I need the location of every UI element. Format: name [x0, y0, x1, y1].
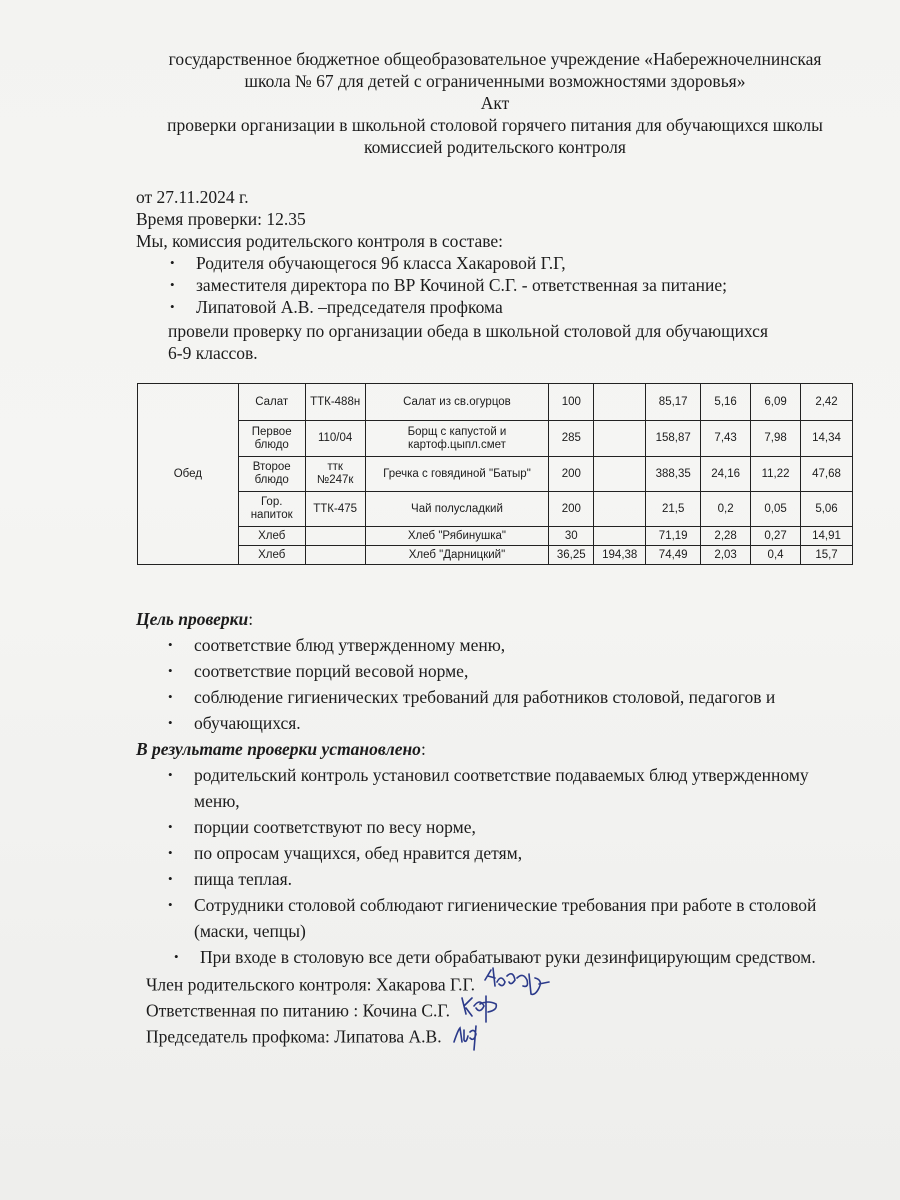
goal-item: • соблюдение гигиенических требований для работников столовой, педагогов и — [194, 684, 775, 710]
code-cell: ттк №247к — [305, 457, 365, 492]
signature-text: Председатель профкома: Липатова А.В. — [146, 1026, 442, 1047]
dish-cell: Хлеб "Дарницкий" — [365, 546, 549, 565]
institution-line-2: школа № 67 для детей с ограниченными возможностями здоровья» — [244, 71, 746, 91]
code-cell — [305, 546, 365, 565]
protein-cell: 24,16 — [701, 457, 751, 492]
commission-intro: Мы, комиссия родительского контроля в составе: — [136, 231, 504, 251]
dish-cell: Гречка с говядиной "Батыр" — [365, 457, 549, 492]
signature-line — [146, 966, 553, 995]
result-section: В результате проверки установлено: • родительский контроль установил соответствие подаваемых блюд утвержденному меню, • порции соответствуют по весу норме, • по опросам учащихся, обед нравится детям, • пища теплая. • Сотрудники столовой соблюдают гигиенические требования при работе в столовой (маски, чепцы) • При входе в столовую все дети обрабатывают руки дезинфицирующим средством. — [136, 736, 816, 970]
fat-cell: 6,09 — [751, 384, 801, 421]
result-item: • по опросам учащихся, обед нравится детям, — [194, 840, 816, 866]
dish-cell: Чай полусладкий — [365, 492, 549, 527]
signatures-block — [146, 966, 553, 1047]
extra-cell — [594, 421, 646, 457]
energy-cell: 158,87 — [646, 421, 701, 457]
protein-cell: 2,03 — [701, 546, 751, 565]
act-subtitle-2: комиссией родительского контроля — [364, 137, 626, 157]
signature-line — [146, 992, 553, 1021]
act-title: Акт — [480, 93, 510, 113]
institution-line-1: государственное бюджетное общеобразовательное учреждение «Набережночелнинская — [168, 49, 822, 69]
goal-section: Цель проверки: • соответствие блюд утвержденному меню, • соответствие порций весовой норме, • соблюдение гигиенических требований для работников столовой, педагогов и • обучающихся. — [136, 606, 775, 736]
meal-cell: Обед — [138, 384, 239, 565]
category-cell: Гор. напиток — [238, 492, 305, 527]
energy-cell: 71,19 — [646, 527, 701, 546]
menu-table — [137, 383, 853, 565]
commission-list — [196, 252, 727, 318]
result-list — [194, 762, 816, 970]
check-statement-line-2: 6-9 классов. — [168, 343, 258, 363]
code-cell: 110/04 — [305, 421, 365, 457]
extra-cell — [594, 457, 646, 492]
goal-item: • соответствие порций весовой норме, — [194, 658, 775, 684]
result-item: • родительский контроль установил соответствие подаваемых блюд утвержденному — [194, 762, 816, 788]
category-cell: Второе блюдо — [238, 457, 305, 492]
table-row — [138, 457, 853, 492]
weight-cell: 36,25 — [549, 546, 594, 565]
protein-cell: 7,43 — [701, 421, 751, 457]
carbs-cell: 47,68 — [801, 457, 853, 492]
table-row — [138, 492, 853, 527]
table-row — [138, 421, 853, 457]
result-item: • При входе в столовую все дети обрабатывают руки дезинфицирующим средством. — [200, 944, 816, 970]
carbs-cell: 2,42 — [801, 384, 853, 421]
extra-cell — [594, 492, 646, 527]
result-item-continuation: меню, — [194, 791, 240, 811]
meta-block — [136, 186, 503, 252]
carbs-cell: 14,34 — [801, 421, 853, 457]
signature-text: Член родительского контроля: Хакарова Г.Г. — [146, 974, 476, 995]
result-item: • Сотрудники столовой соблюдают гигиенические требования при работе в столовой — [194, 892, 816, 918]
result-item-continuation: (маски, чепцы) — [194, 921, 306, 941]
handwritten-signature — [450, 1018, 490, 1059]
goal-list — [194, 632, 775, 736]
category-cell: Салат — [238, 384, 305, 421]
dish-cell: Хлеб "Рябинушка" — [365, 527, 549, 546]
extra-cell — [594, 384, 646, 421]
table-row — [138, 527, 853, 546]
code-cell: ТТК-475 — [305, 492, 365, 527]
table-row — [138, 384, 853, 421]
goal-heading: Цель проверки — [136, 609, 249, 629]
result-item: • пища теплая. — [194, 866, 816, 892]
document-header — [100, 48, 890, 158]
fat-cell: 11,22 — [751, 457, 801, 492]
signature-line — [146, 1018, 553, 1047]
dish-cell: Борщ с капустой и картоф.цыпл.смет — [365, 421, 549, 457]
goal-item-continuation-text: обучающихся. — [194, 713, 301, 733]
check-statement-line-1: провели проверку по организации обеда в школьной столовой для обучающихся — [168, 321, 768, 341]
carbs-cell: 5,06 — [801, 492, 853, 527]
code-cell: ТТК-488н — [305, 384, 365, 421]
check-time: Время проверки: 12.35 — [136, 209, 306, 229]
weight-cell: 100 — [549, 384, 594, 421]
code-cell — [305, 527, 365, 546]
energy-cell: 388,35 — [646, 457, 701, 492]
check-statement — [168, 320, 768, 364]
energy-cell: 21,5 — [646, 492, 701, 527]
check-date: от 27.11.2024 г. — [136, 187, 249, 207]
commission-member: • заместителя директора по ВР Кочиной С.Г. - ответственная за питание; — [196, 274, 727, 296]
protein-cell: 5,16 — [701, 384, 751, 421]
weight-cell: 285 — [549, 421, 594, 457]
energy-cell: 85,17 — [646, 384, 701, 421]
protein-cell: 0,2 — [701, 492, 751, 527]
table-row — [138, 546, 853, 565]
extra-cell: 194,38 — [594, 546, 646, 565]
result-item: • порции соответствуют по весу норме, — [194, 814, 816, 840]
commission-member: • Липатовой А.В. –председателя профкома — [196, 296, 727, 318]
category-cell: Первое блюдо — [238, 421, 305, 457]
category-cell: Хлеб — [238, 527, 305, 546]
weight-cell: 200 — [549, 492, 594, 527]
signature-text: Ответственная по питанию : Кочина С.Г. — [146, 1000, 450, 1021]
weight-cell: 30 — [549, 527, 594, 546]
protein-cell: 2,28 — [701, 527, 751, 546]
dish-cell: Салат из св.огурцов — [365, 384, 549, 421]
fat-cell: 0,05 — [751, 492, 801, 527]
fat-cell: 0,4 — [751, 546, 801, 565]
goal-item-continuation — [194, 710, 775, 736]
act-subtitle-1: проверки организации в школьной столовой горячего питания для обучающихся школы — [167, 115, 823, 135]
result-heading: В результате проверки установлено — [136, 739, 421, 759]
weight-cell: 200 — [549, 457, 594, 492]
fat-cell: 0,27 — [751, 527, 801, 546]
goal-item: • соответствие блюд утвержденному меню, — [194, 632, 775, 658]
fat-cell: 7,98 — [751, 421, 801, 457]
category-cell: Хлеб — [238, 546, 305, 565]
carbs-cell: 14,91 — [801, 527, 853, 546]
commission-member: • Родителя обучающегося 9б класса Хакаровой Г.Г, — [196, 252, 727, 274]
extra-cell — [594, 527, 646, 546]
carbs-cell: 15,7 — [801, 546, 853, 565]
energy-cell: 74,49 — [646, 546, 701, 565]
